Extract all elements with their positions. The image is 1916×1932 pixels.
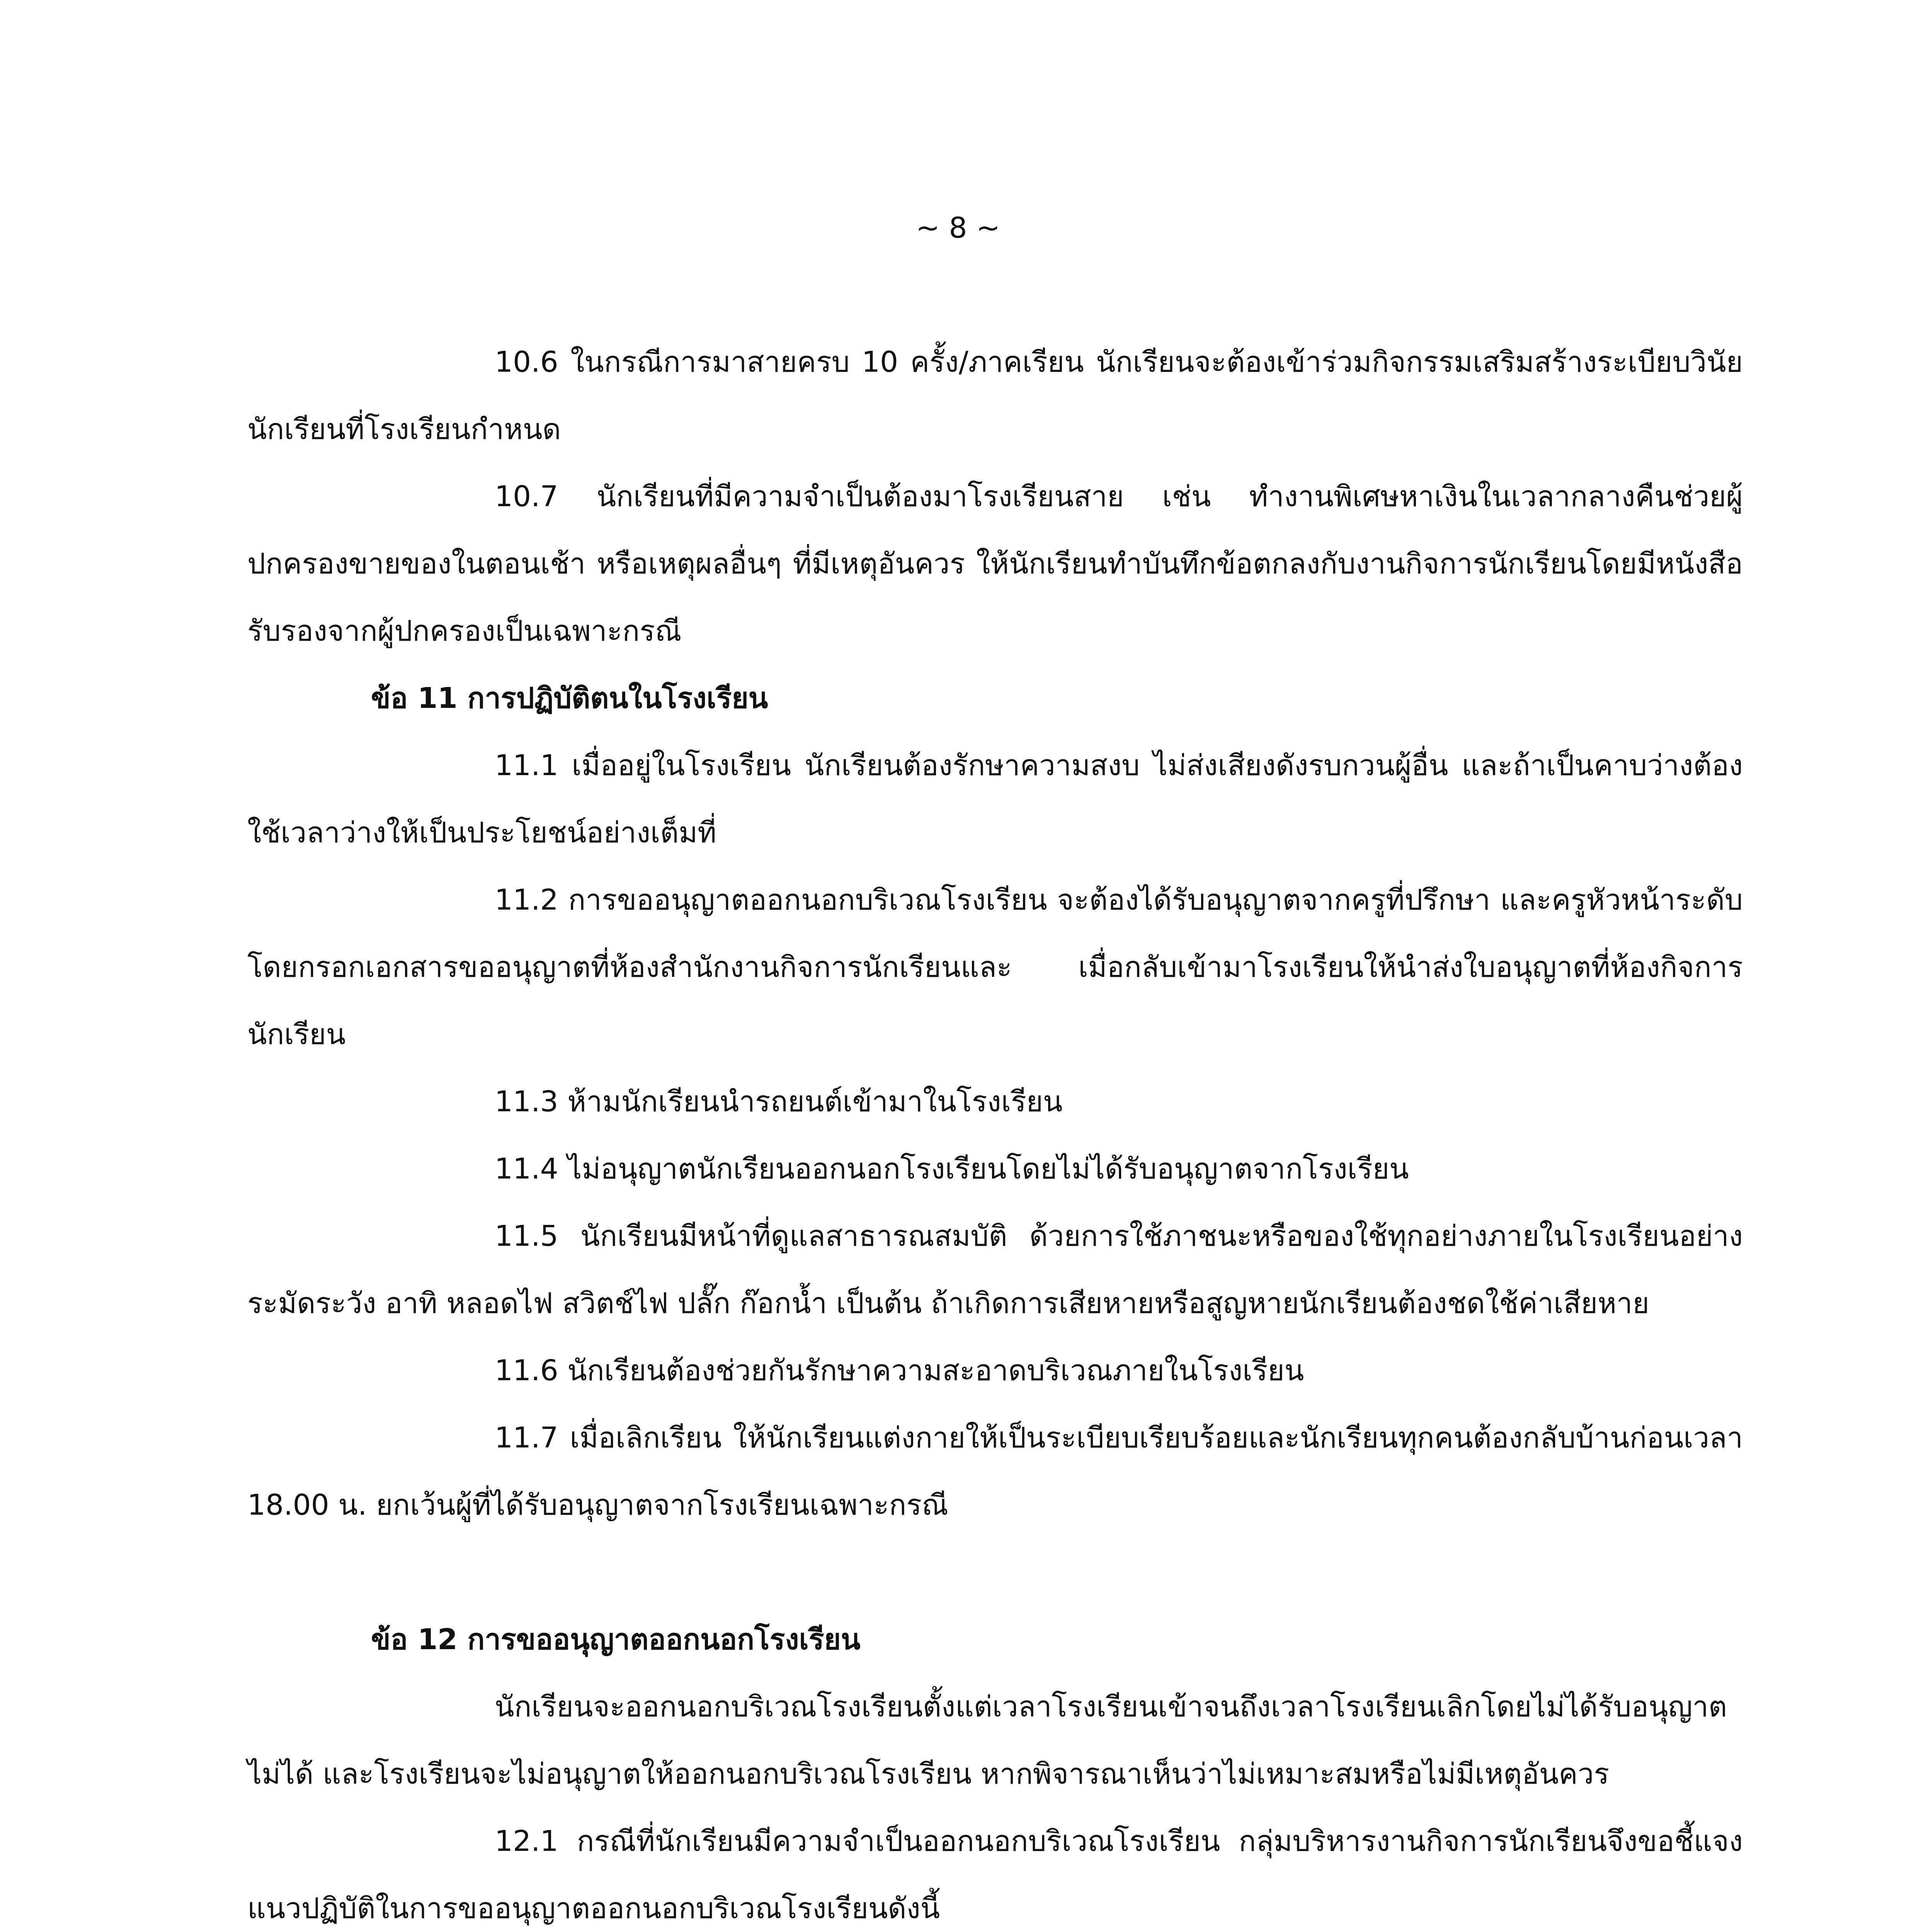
paragraph-11-1: 11.1 เมื่ออยู่ในโรงเรียน นักเรียนต้องรักษาความสงบ ไม่ส่งเสียงดังรบกวนผู้อื่น และถ้าเป็นคาบว่างต้องใช้เวลาว่างให้เป็นประโยชน์อย่างเต็มที่ [247, 749, 1743, 849]
paragraph-10-6: 10.6 ในกรณีการมาสายครบ 10 ครั้ง/ภาคเรียน นักเรียนจะต้องเข้าร่วมกิจกรรมเสริมสร้างระเบียบวินัยนักเรียนที่โรงเรียนกำหนด [247, 345, 1743, 446]
section-spacer [247, 1539, 1743, 1606]
heading-section-12: ข้อ 12 การขออนุญาตออกนอกโรงเรียน [371, 1623, 861, 1656]
paragraph-11-6: 11.6 นักเรียนต้องช่วยกันรักษาความสะอาดบริเวณภายในโรงเรียน [495, 1354, 1304, 1387]
paragraph-11-4: 11.4 ไม่อนุญาตนักเรียนออกนอกโรงเรียนโดยไม่ได้รับอนุญาตจากโรงเรียน [495, 1152, 1409, 1185]
paragraph-11-7: 11.7 เมื่อเลิกเรียน ให้นักเรียนแต่งกายให้เป็นระเบียบเรียบร้อยและนักเรียนทุกคนต้องกลับบ้านก่อนเวลา 18.00 น. ยกเว้นผู้ที่ได้รับอนุญาตจากโรงเรียนเฉพาะกรณี [247, 1421, 1743, 1522]
paragraph-10-7: 10.7 นักเรียนที่มีความจำเป็นต้องมาโรงเรียนสาย เช่น ทำงานพิเศษหาเงินในเวลากลางคืนช่วยผู้ปกครองขายของในตอนเช้า หรือเหตุผลอื่นๆ ที่มีเหตุอันควร ให้นักเรียนทำบันทึกข้อตกลงกับงานกิจการนักเรียนโดยมีหนังสือรับรองจากผู้ปกครองเป็นเฉพาะกรณี [247, 480, 1743, 648]
heading-section-11: ข้อ 11 การปฏิบัติตนในโรงเรียน [371, 682, 768, 715]
page-number: ~ 8 ~ [915, 211, 1001, 245]
document-body [247, 328, 1743, 1932]
paragraph-11-2: 11.2 การขออนุญาตออกนอกบริเวณโรงเรียน จะต้องได้รับอนุญาตจากครูที่ปรึกษา และครูหัวหน้าระดับ โดยกรอกเอกสารขออนุญาตที่ห้องสำนักงานกิจการนักเรียนและ เมื่อกลับเข้ามาโรงเรียนให้นำส่งใบอนุญาตที่ห้องกิจการนักเรียน [247, 883, 1743, 1051]
paragraph-12-intro: นักเรียนจะออกนอกบริเวณโรงเรียนตั้งแต่เวลาโรงเรียนเข้าจนถึงเวลาโรงเรียนเลิกโดยไม่ได้รับอนุญาตไม่ได้ และโรงเรียนจะไม่อนุญาตให้ออกนอกบริเวณโรงเรียน หากพิจารณาเห็นว่าไม่เหมาะสมหรือไม่มีเหตุอันควร [247, 1690, 1727, 1791]
paragraph-11-3: 11.3 ห้ามนักเรียนนำรถยนต์เข้ามาในโรงเรียน [495, 1085, 1063, 1118]
paragraph-12-1: 12.1 กรณีที่นักเรียนมีความจำเป็นออกนอกบริเวณโรงเรียน กลุ่มบริหารงานกิจการนักเรียนจึงขอชี้แจงแนวปฏิบัติในการขออนุญาตออกนอกบริเวณโรงเรียนดังนี้ [247, 1825, 1743, 1925]
paragraph-11-5: 11.5 นักเรียนมีหน้าที่ดูแลสาธารณสมบัติ ด้วยการใช้ภาชนะหรือของใช้ทุกอย่างภายในโรงเรียนอย่างระมัดระวัง อาทิ หลอดไฟ สวิตช์ไฟ ปลั๊ก ก๊อกน้ำ เป็นต้น ถ้าเกิดการเสียหายหรือสูญหายนักเรียนต้องชดใช้ค่าเสียหาย [247, 1219, 1743, 1320]
